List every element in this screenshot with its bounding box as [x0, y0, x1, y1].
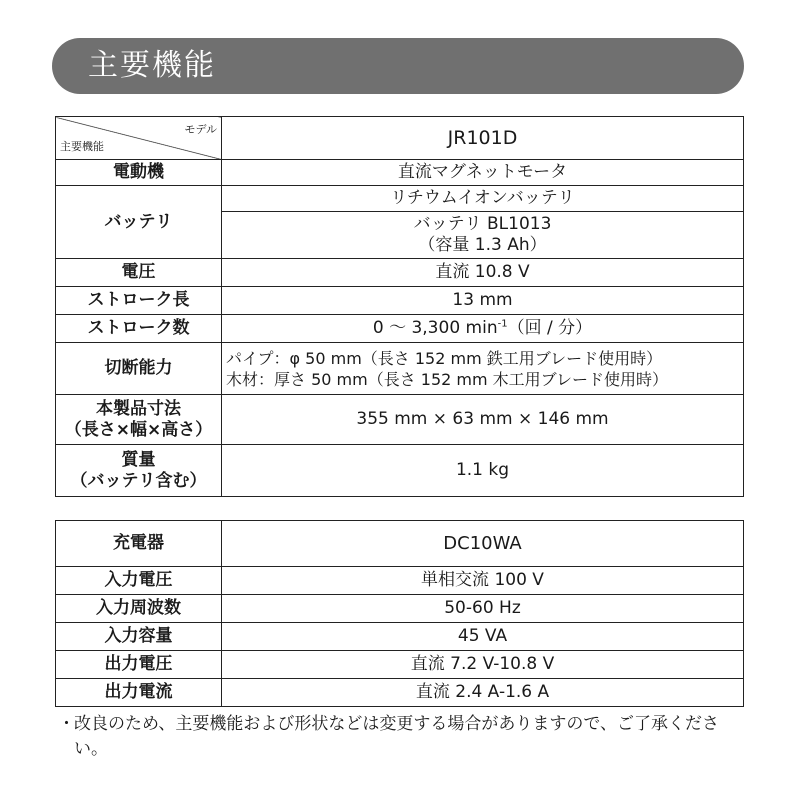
table-row	[56, 623, 744, 651]
motor-value: 直流マグネットモータ	[222, 160, 744, 186]
table-row	[56, 186, 744, 212]
stroke-rate-label: ストローク数	[56, 315, 222, 343]
table-row	[56, 343, 744, 395]
table-row	[56, 395, 744, 445]
stroke-rate-exponent: -1	[497, 318, 508, 330]
charger-row-label: 入力電圧	[56, 567, 222, 595]
cutting-wood: 木材：厚さ 50 mm（長さ 152 mm 木工用ブレード使用時）	[226, 369, 669, 389]
charger-row-label: 出力電流	[56, 679, 222, 707]
table-row	[56, 521, 744, 567]
header-function-label: 主要機能	[60, 140, 104, 153]
dimensions-sublabel: （長さ×幅×高さ）	[64, 419, 213, 440]
stroke-length-label: ストローク長	[56, 287, 222, 315]
table-row	[56, 287, 744, 315]
footnote-bullet: ・	[58, 714, 75, 734]
header-diagonal-cell	[56, 117, 222, 160]
dimensions-label-cell	[56, 395, 222, 445]
charger-row-label: 出力電圧	[56, 651, 222, 679]
cutting-label: 切断能力	[56, 343, 222, 395]
dimensions-value: 355 mm × 63 mm × 146 mm	[222, 395, 744, 445]
table-row	[56, 259, 744, 287]
table-row	[56, 117, 744, 160]
charger-label: 充電器	[56, 521, 222, 567]
stroke-length-value: 13 mm	[222, 287, 744, 315]
table-row	[56, 651, 744, 679]
footnote-text: 改良のため、主要機能および形状などは変更する場合がありますので、ご了承ください。	[74, 714, 719, 759]
battery-model-cell	[222, 212, 744, 259]
cutting-cell	[222, 343, 744, 395]
table-row	[56, 679, 744, 707]
charger-row-label: 入力周波数	[56, 595, 222, 623]
charger-row-label: 入力容量	[56, 623, 222, 651]
voltage-value: 直流 10.8 V	[222, 259, 744, 287]
footnote	[58, 712, 748, 762]
motor-label: 電動機	[56, 160, 222, 186]
cutting-pipe: パイプ：φ 50 mm（長さ 152 mm 鉄工用ブレード使用時）	[226, 348, 663, 368]
dimensions-label: 本製品寸法	[96, 398, 181, 419]
stroke-rate-value: 0 ～ 3,300 min	[372, 318, 498, 338]
weight-label-cell	[56, 445, 222, 497]
section-banner	[52, 38, 744, 94]
table-row	[56, 445, 744, 497]
battery-model: バッテリ BL1013	[413, 214, 552, 234]
battery-type: リチウムイオンバッテリ	[222, 186, 744, 212]
battery-capacity: （容量 1.3 Ah）	[418, 235, 547, 255]
table-row	[56, 567, 744, 595]
voltage-label: 電圧	[56, 259, 222, 287]
charger-model: DC10WA	[222, 521, 744, 567]
charger-spec-table	[55, 520, 744, 707]
stroke-rate-cell	[222, 315, 744, 343]
weight-value: 1.1 kg	[222, 445, 744, 497]
weight-sublabel: （バッテリ含む）	[70, 470, 207, 491]
charger-row-value: 45 VA	[222, 623, 744, 651]
table-row	[56, 160, 744, 186]
section-title: 主要機能	[88, 48, 216, 83]
main-spec-table	[55, 116, 744, 497]
header-model-label: モデル	[184, 123, 217, 136]
weight-label: 質量	[121, 449, 156, 470]
stroke-rate-unit: （回 / 分）	[507, 318, 593, 338]
table-row	[56, 595, 744, 623]
charger-row-value: 直流 2.4 A-1.6 A	[222, 679, 744, 707]
model-name: JR101D	[222, 117, 744, 160]
battery-label: バッテリ	[56, 186, 222, 259]
charger-row-value: 50-60 Hz	[222, 595, 744, 623]
table-row	[56, 315, 744, 343]
charger-row-value: 単相交流 100 V	[222, 567, 744, 595]
charger-row-value: 直流 7.2 V-10.8 V	[222, 651, 744, 679]
